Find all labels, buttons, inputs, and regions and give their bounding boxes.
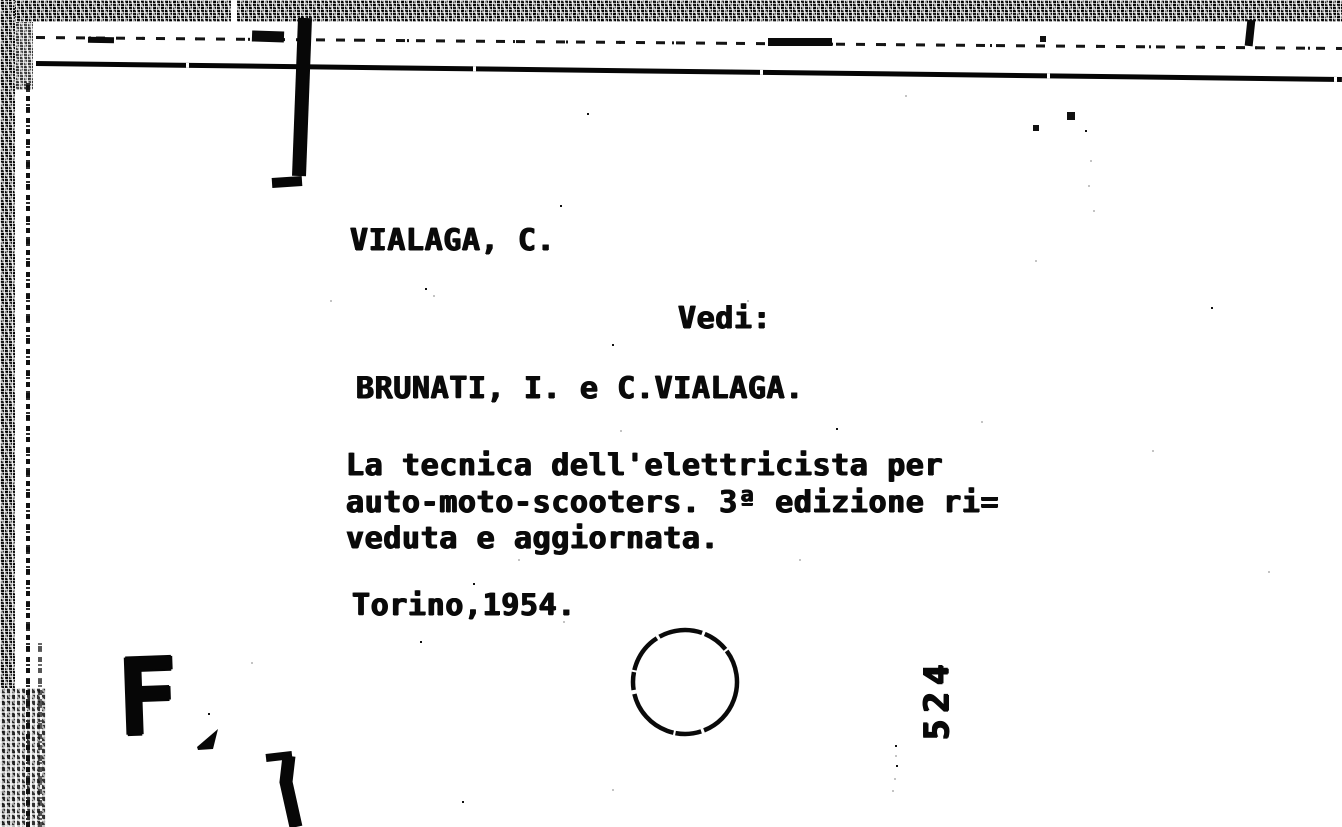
scan-edge-gap: [231, 0, 237, 22]
scan-dust: [0, 0, 2, 2]
pen-stroke-top-foot: [272, 181, 302, 183]
title-line-3: veduta e aggiornata.: [346, 521, 720, 556]
classification-number-stamp: 524: [917, 657, 957, 740]
imprint-line: Torino,1954.: [352, 588, 576, 623]
card-top-rule-solid: [36, 61, 1342, 82]
pen-stroke-top: [299, 18, 305, 176]
ink-dash: [252, 30, 284, 42]
referenced-entry: BRUNATI, I. e C.VIALAGA.: [356, 371, 804, 406]
pen-stroke-bottom: [286, 756, 296, 827]
title-line-1: La tecnica dell'elettricista per: [346, 448, 944, 483]
cross-reference-label: Vedi:: [678, 301, 772, 336]
card-top-rule-dotted: [36, 36, 1342, 50]
author-heading: VIALAGA, C.: [350, 223, 556, 258]
handwritten-letter-mark: F: [115, 634, 181, 761]
ink-dash: [768, 38, 832, 46]
ink-dash: [88, 37, 114, 43]
hole-punch-ring: [618, 615, 751, 748]
scan-edge-noise-corner: [15, 22, 33, 90]
ink-tick: [1245, 20, 1256, 47]
card-left-edge-line-2: [38, 640, 42, 827]
card-left-edge-line: [26, 80, 30, 827]
pen-stroke-bottom-hook: [266, 755, 292, 758]
scan-edge-noise-top: [0, 0, 1342, 22]
title-line-2: auto-moto-scooters. 3ª edizione ri=: [346, 485, 1000, 520]
ink-flick: [197, 729, 218, 750]
